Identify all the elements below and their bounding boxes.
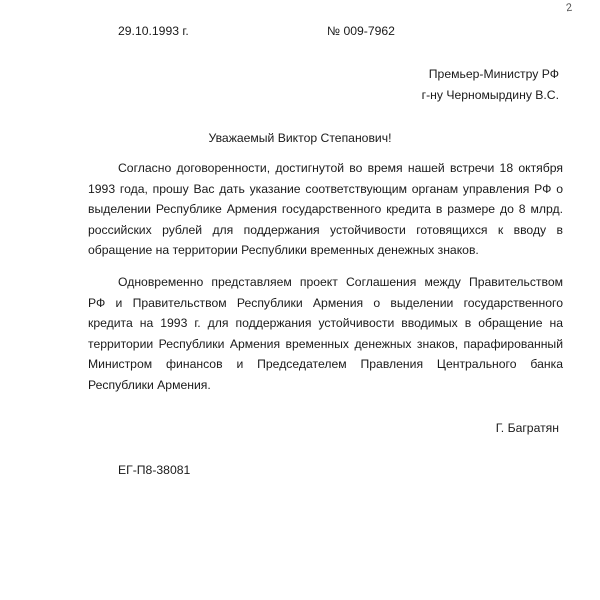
paragraph-2-line: территории Республики Армения временных денежных знаков, парафированный: [88, 336, 563, 351]
paragraph-2-line: Министром финансов и Председателем Правления Центрального банка: [88, 357, 563, 371]
paragraph-2-line: кредита на 1993 г. для поддержания устойчивости вводимых в обращение на: [88, 316, 563, 330]
paragraph-2-line: Одновременно представляем проект Соглашения между Правительством: [118, 275, 563, 289]
salutation: Уважаемый Виктор Степанович!: [208, 131, 392, 145]
letter-number: № 009-7962: [327, 24, 395, 38]
addressee-title: Премьер-Министру РФ: [428, 67, 559, 81]
paragraph-2-line: РФ и Правительством Республики Армения о выделении государственного: [88, 295, 563, 310]
corner-handwritten-mark: 2: [565, 1, 573, 15]
paragraph-1-line: российских рублей для поддержания устойчивости готовящихся к вводу в: [88, 222, 563, 237]
letter-date: 29.10.1993 г.: [118, 24, 189, 38]
paragraph-1-line: обращение на территории Республики временных денежных знаков.: [88, 243, 479, 257]
paragraph-1-line: Согласно договоренности, достигнутой во время нашей встречи 18 октября: [118, 161, 563, 175]
paragraph-1-line: выделении Республике Армения государственного кредита в размере до 8 млрд.: [88, 202, 563, 216]
paragraph-1-line: 1993 года, прошу Вас дать указание соответствующим органам управления РФ о: [88, 181, 563, 196]
paragraph-2-line: Республики Армения.: [88, 377, 211, 392]
document-code: ЕГ-П8-38081: [118, 463, 191, 477]
paragraph-1: [88, 158, 563, 261]
paragraph-2: [88, 272, 563, 395]
addressee-name: г-ну Черномырдину В.С.: [421, 88, 559, 102]
signature: Г. Багратян: [495, 421, 559, 435]
